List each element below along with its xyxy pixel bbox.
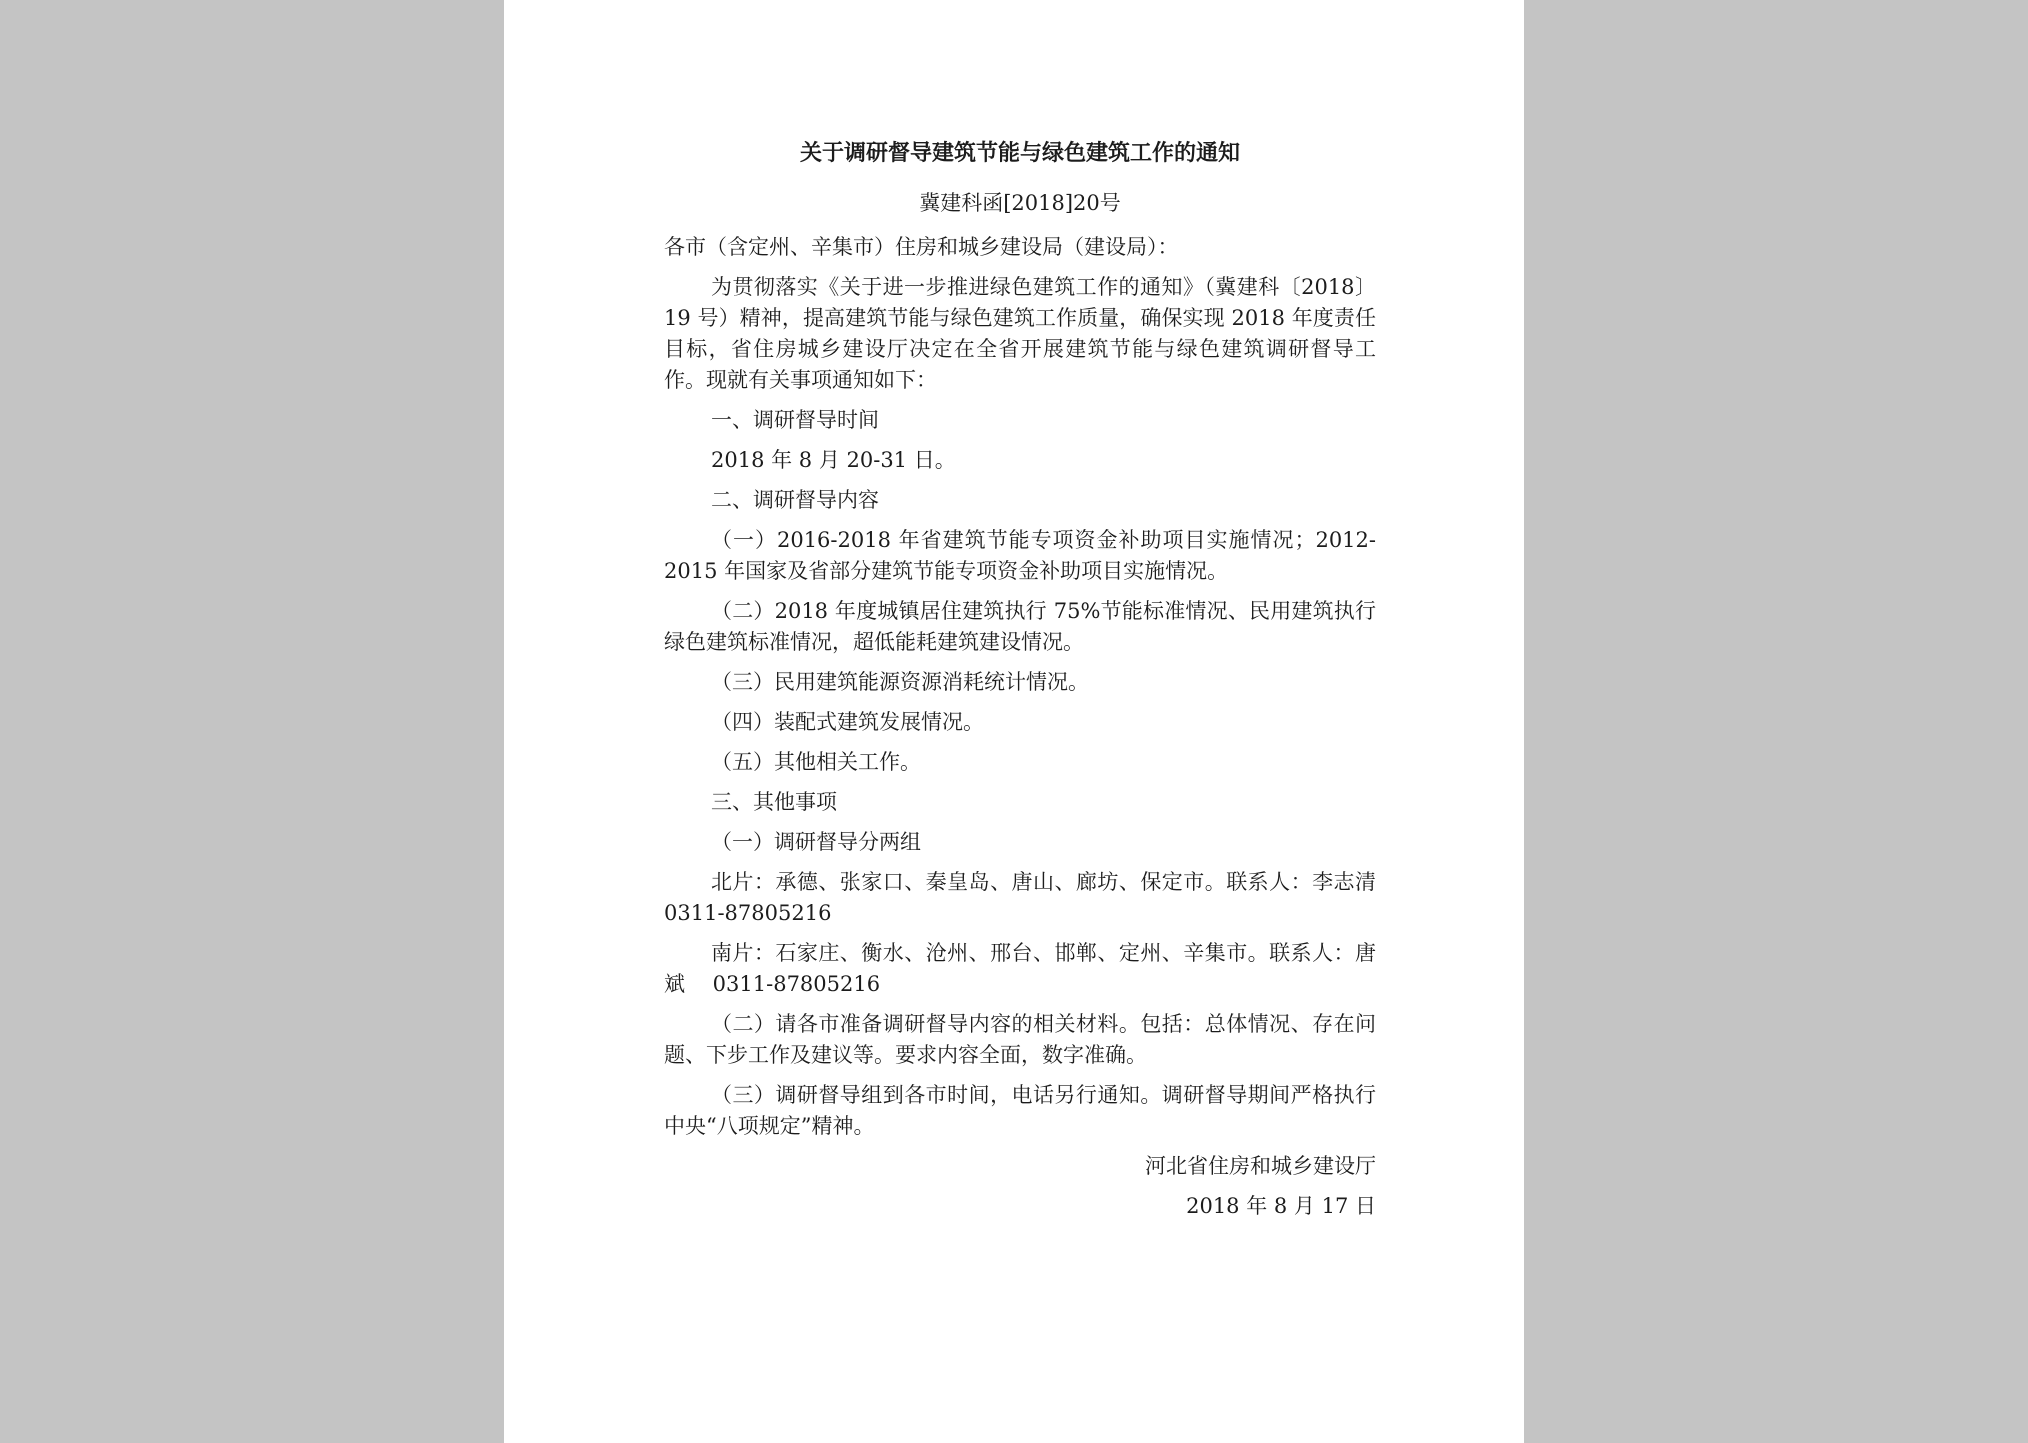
notice-body — [664, 136, 1404, 1231]
paragraph-time: 2018 年 8 月 20-31 日。 — [711, 448, 956, 472]
section-heading-other: 三、其他事项 — [711, 790, 837, 814]
content-item-2: （二）2018 年度城镇居住建筑执行 75%节能标准情况、民用建筑执行绿色建筑标准情况，超低能耗建筑建设情况。 — [664, 599, 1376, 654]
document-page — [504, 0, 1524, 1443]
other-item-2: （二）请各市准备调研督导内容的相关材料。包括：总体情况、存在问题、下步工作及建议等。要求内容全面，数字准确。 — [664, 1012, 1376, 1067]
other-item-1: （一）调研督导分两组 — [711, 830, 921, 854]
content-item-5: （五）其他相关工作。 — [711, 750, 921, 774]
content-item-3: （三）民用建筑能源资源消耗统计情况。 — [711, 670, 1089, 694]
document-number: 冀建科函[2018]20号 — [919, 191, 1121, 215]
notice-title: 关于调研督导建筑节能与绿色建筑工作的通知 — [799, 141, 1240, 166]
south-group: 南片：石家庄、衡水、沧州、邢台、邯郸、定州、辛集市。联系人：唐 斌 0311-87805216 — [664, 941, 1404, 996]
issuer-signature: 河北省住房和城乡建设厅 — [1145, 1154, 1376, 1178]
section-heading-time: 一、调研督导时间 — [711, 408, 879, 432]
other-item-3: （三）调研督导组到各市时间，电话另行通知。调研督导期间严格执行中央“八项规定”精神。 — [664, 1083, 1376, 1138]
addressee: 各市（含定州、辛集市）住房和城乡建设局（建设局）： — [664, 235, 1179, 259]
paragraph-intro: 为贯彻落实《关于进一步推进绿色建筑工作的通知》（冀建科〔2018〕19 号）精神，提高建筑节能与绿色建筑工作质量，确保实现 2018 年度责任目标，省住房城乡建设厅决定在全省开展建筑节能与绿色建筑调研督导工作。现就有关事项通知如下： — [664, 275, 1376, 392]
north-group: 北片：承德、张家口、秦皇岛、唐山、廊坊、保定市。联系人：李志清 0311-87805216 — [664, 870, 1404, 925]
issue-date: 2018 年 8 月 17 日 — [1186, 1194, 1376, 1218]
content-item-1: （一）2016-2018 年省建筑节能专项资金补助项目实施情况；2012-2015 年国家及省部分建筑节能专项资金补助项目实施情况。 — [664, 528, 1376, 583]
content-item-4: （四）装配式建筑发展情况。 — [711, 710, 984, 734]
section-heading-content: 二、调研督导内容 — [711, 488, 879, 512]
